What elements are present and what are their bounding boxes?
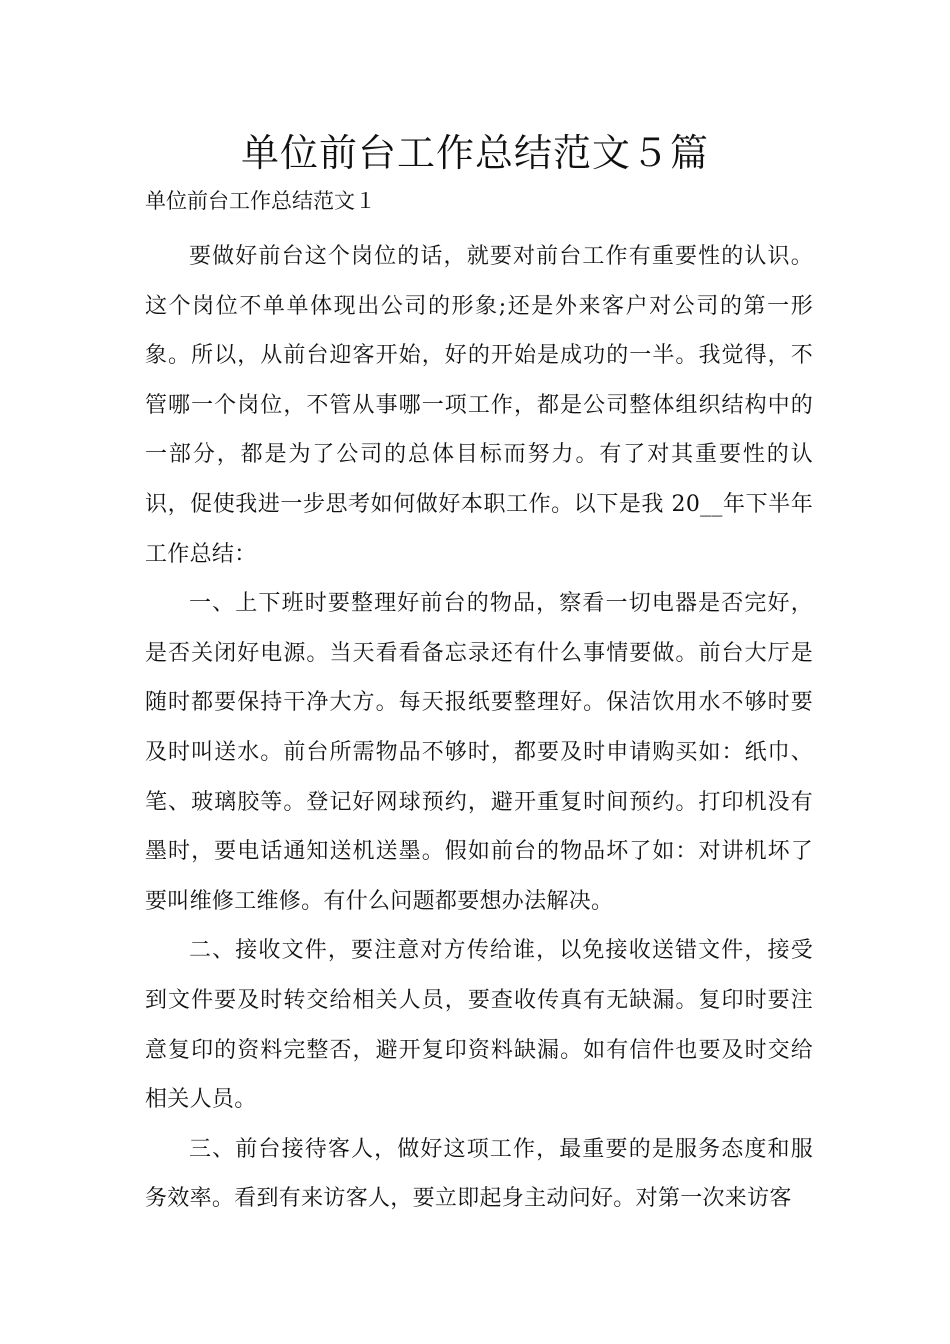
document-title: 单位前台工作总结范文５篇 xyxy=(240,131,709,175)
paragraph: 一、上下班时要整理好前台的物品，察看一切电器是否完好，是否关闭好电源。当天看看备忘录还有什么事情要做。前台大厅是随时都要保持干净大方。每天报纸要整理好。保洁饮用水不够时要及时叫送水。前台所需物品不够时，都要及时申请购买如：纸巾、笔、玻璃胶等。登记好网球预约，避开重复时间预约。打印机没有墨时，要电话通知送机送墨。假如前台的物品坏了如：对讲机坏了要叫维修工维修。有什么问题都要想办法解决。 xyxy=(145,591,813,914)
paragraph: 要做好前台这个岗位的话，就要对前台工作有重要性的认识。这个岗位不单单体现出公司的形象;还是外来客户对公司的第一形象。所以，从前台迎客开始，好的开始是成功的一半。我觉得，不管哪一个岗位，不管从事哪一项工作，都是公司整体组织结构中的一部分，都是为了公司的总体目标而努力。有了对其重要性的认识，促使我进一步思考如何做好本职工作。以下是我 20__年下半年工作总结： xyxy=(145,244,813,567)
document-subtitle: 单位前台工作总结范文１ xyxy=(145,189,376,213)
paragraph: 二、接收文件，要注意对方传给谁，以免接收送错文件，接受到文件要及时转交给相关人员，要查收传真有无缺漏。复印时要注意复印的资料完整否，避开复印资料缺漏。如有信件也要及时交给相关人员。 xyxy=(145,938,813,1113)
paragraph: 三、前台接待客人，做好这项工作，最重要的是服务态度和服务效率。看到有来访客人，要立即起身主动问好。对第一次来访客 xyxy=(145,1136,813,1212)
document-body xyxy=(145,232,813,1224)
